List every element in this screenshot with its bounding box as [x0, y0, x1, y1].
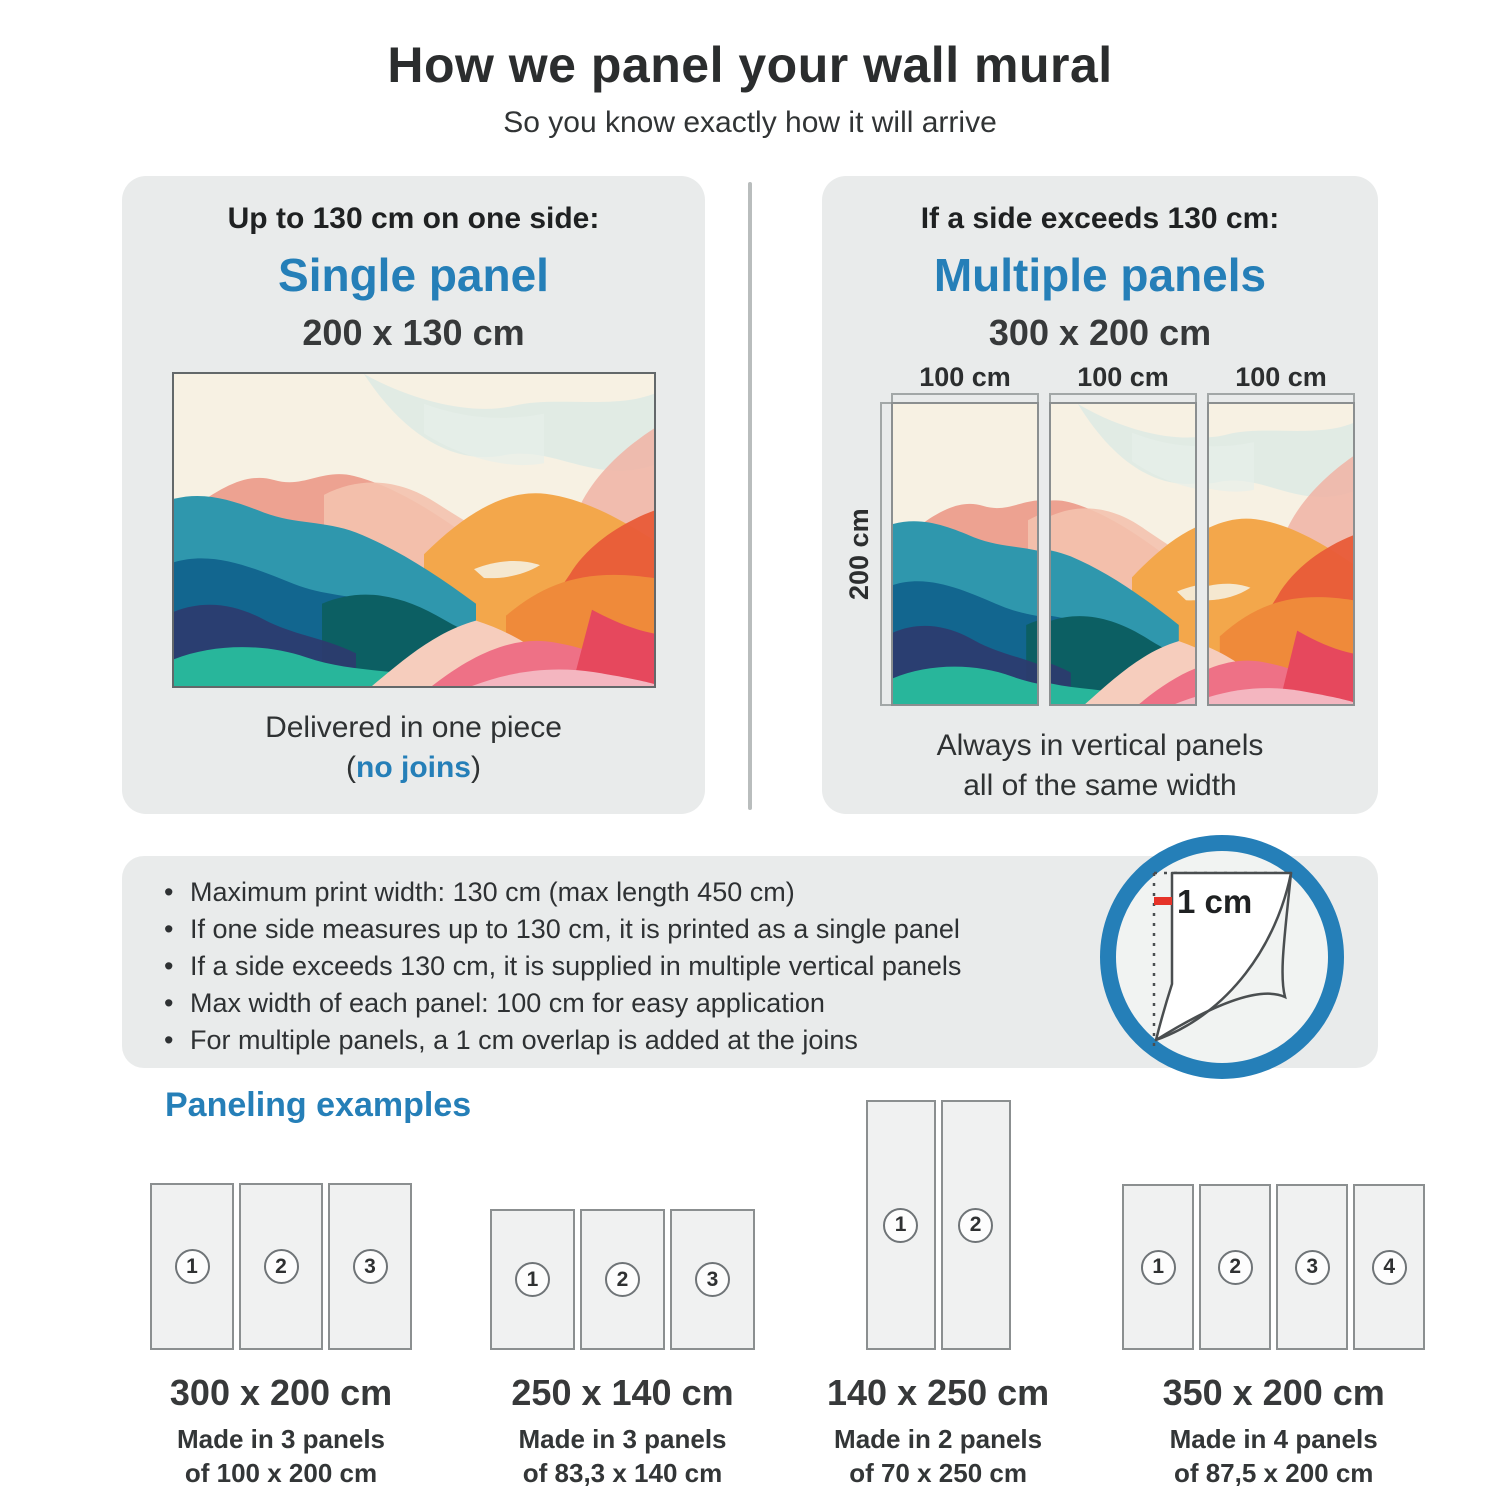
example-of-line: of 87,5 x 200 cm: [1173, 1458, 1374, 1488]
examples-row: [150, 1100, 1425, 1490]
example-group: [827, 1100, 1049, 1490]
example-made-line: Made in 3 panels: [176, 1424, 386, 1454]
mural-panel-3: [1207, 402, 1355, 706]
width-ruler-3: [1207, 393, 1355, 402]
multiple-panels-footer-line2: all of the same width: [963, 769, 1237, 802]
single-panel-footer-line1: Delivered in one piece: [265, 711, 562, 744]
width-label-1: 100 cm: [919, 362, 1011, 392]
single-panel-footer-line2: [122, 748, 705, 788]
example-group: [1122, 1184, 1425, 1490]
mural-panel-1: [891, 402, 1039, 706]
width-rulers: [891, 392, 1355, 402]
example-panels: [866, 1100, 1011, 1350]
header: [0, 36, 1500, 140]
single-panel-size: 200 x 130 cm: [302, 312, 525, 353]
example-of-line: of 83,3 x 140 cm: [522, 1458, 723, 1488]
multiple-panels-card: [822, 176, 1378, 814]
example-panel: [239, 1183, 323, 1350]
height-label: 200 cm: [844, 508, 874, 600]
height-ruler-column: [845, 362, 891, 706]
panel-number-badge: 2: [264, 1249, 299, 1284]
info-bullet: • Max width of each panel: 100 cm for easy application: [164, 985, 1078, 1022]
example-made-line: Made in 4 panels: [1169, 1424, 1378, 1454]
example-panel: [1122, 1184, 1194, 1350]
height-ruler: [880, 402, 891, 706]
single-panel-mural-image: [172, 372, 656, 688]
overlap-page-curl-icon: [1099, 834, 1345, 1080]
multiple-panels-condition: If a side exceeds 130 cm:: [920, 202, 1280, 235]
width-label-2: 100 cm: [1077, 362, 1169, 392]
paren-open: (: [346, 751, 356, 784]
panel-number-badge: 1: [883, 1208, 918, 1243]
info-bullet: • If one side measures up to 130 cm, it is printed as a single panel: [164, 911, 1078, 948]
example-panel: [1276, 1184, 1348, 1350]
multiple-panels-footer-line1: Always in vertical panels: [936, 729, 1264, 762]
panel-number-badge: 4: [1372, 1250, 1407, 1285]
cards-divider: [748, 182, 752, 810]
multiple-panels-heading: Multiple panels: [933, 249, 1267, 301]
example-of-line: of 100 x 200 cm: [184, 1458, 378, 1488]
example-made-line: Made in 3 panels: [518, 1424, 727, 1454]
example-size: 140 x 250 cm: [827, 1372, 1050, 1413]
mural-panel-2: [1049, 402, 1197, 706]
single-panel-card: [122, 176, 705, 814]
example-size: 300 x 200 cm: [169, 1372, 393, 1413]
info-bullet: • Maximum print width: 130 cm (max length 450 cm): [164, 874, 1078, 911]
multiple-panels-footer: [822, 726, 1378, 806]
panel-number-badge: 2: [605, 1262, 640, 1297]
info-bullet: • If a side exceeds 130 cm, it is supplied in multiple vertical panels: [164, 948, 1078, 985]
example-panel: [670, 1209, 755, 1350]
single-panel-footer: [122, 708, 705, 788]
multiple-panels-measure-area: [822, 362, 1378, 706]
mural-panels: [891, 402, 1355, 706]
example-size: 350 x 200 cm: [1162, 1372, 1385, 1413]
width-ruler-1: [891, 393, 1039, 402]
info-bullet: • For multiple panels, a 1 cm overlap is added at the joins: [164, 1022, 1078, 1059]
width-label-3: 100 cm: [1235, 362, 1327, 392]
panel-number-badge: 2: [958, 1208, 993, 1243]
page-title: How we panel your wall mural: [387, 37, 1113, 93]
width-labels: [891, 362, 1355, 392]
examples-heading: Paneling examples: [165, 1086, 472, 1124]
panel-number-badge: 1: [1141, 1250, 1176, 1285]
example-panel: [490, 1209, 575, 1350]
example-panel: [1199, 1184, 1271, 1350]
panel-number-badge: 3: [1295, 1250, 1330, 1285]
multiple-panels-size: 300 x 200 cm: [988, 312, 1212, 353]
example-panel: [941, 1100, 1011, 1350]
example-size: 250 x 140 cm: [511, 1372, 734, 1413]
panel-number-badge: 1: [515, 1262, 550, 1297]
page-subtitle: So you know exactly how it will arrive: [503, 106, 997, 139]
example-panel: [1353, 1184, 1425, 1350]
panel-number-badge: 2: [1218, 1250, 1253, 1285]
info-band: [122, 856, 1378, 1068]
width-ruler-2: [1049, 393, 1197, 402]
example-panel: [866, 1100, 936, 1350]
single-panel-heading: Single panel: [278, 249, 549, 301]
example-panel: [150, 1183, 234, 1350]
example-panels: [1122, 1184, 1425, 1350]
example-made-line: Made in 2 panels: [834, 1424, 1043, 1454]
overlap-label: 1 cm: [1177, 883, 1253, 920]
panel-number-badge: 3: [695, 1262, 730, 1297]
example-panels: [490, 1209, 755, 1350]
example-panel: [328, 1183, 412, 1350]
info-bullets: [164, 874, 1078, 1059]
panel-number-badge: 3: [353, 1249, 388, 1284]
no-joins-text: no joins: [356, 751, 471, 784]
example-panel: [580, 1209, 665, 1350]
single-panel-condition: Up to 130 cm on one side:: [227, 202, 600, 235]
example-of-line: of 70 x 250 cm: [849, 1458, 1027, 1488]
example-group: [150, 1183, 412, 1490]
example-panels: [150, 1183, 412, 1350]
example-group: [490, 1209, 755, 1490]
paren-close: ): [471, 751, 481, 784]
panel-number-badge: 1: [175, 1249, 210, 1284]
